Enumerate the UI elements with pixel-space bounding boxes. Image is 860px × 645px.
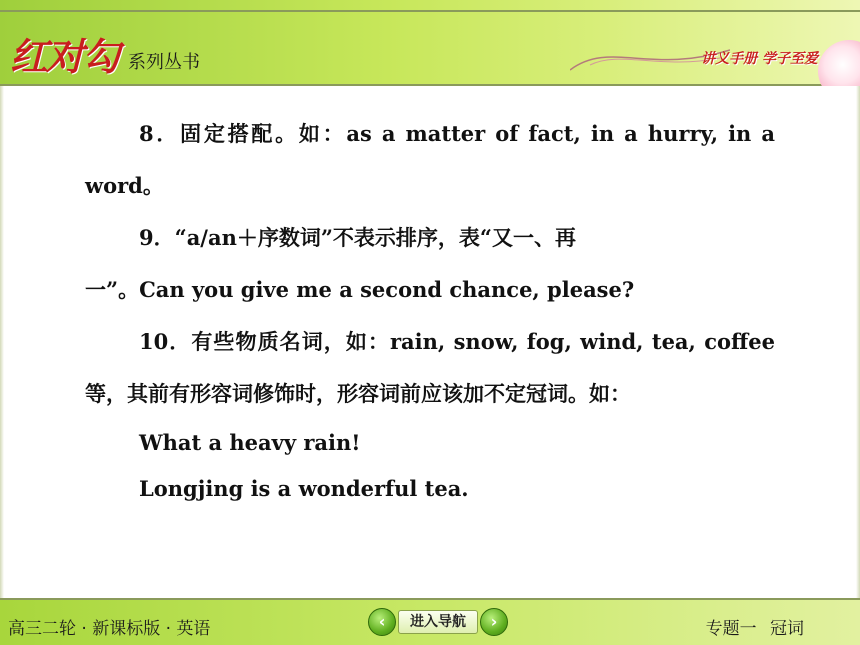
slide-header	[0, 0, 860, 86]
brand-logo	[10, 26, 119, 79]
header-top-stripe	[0, 10, 860, 12]
enter-navigation-button[interactable]: 进入导航	[398, 610, 478, 634]
paragraph-9-line1: 9．“a/an＋序数词”不表示排序，表“又一、再	[139, 225, 576, 250]
example-sentence-2: Longjing is a wonderful tea.	[139, 476, 469, 501]
series-title: 系列丛书	[128, 52, 200, 73]
topic-label: 专题一 冠词	[705, 619, 804, 639]
example-sentence-1: What a heavy rain!	[139, 430, 361, 455]
course-label: 高三二轮 · 新课标版 · 英语	[8, 619, 211, 639]
slogan-text: 讲义手册 学子至爱	[701, 51, 818, 67]
arrow-right-icon[interactable]: ›	[480, 608, 508, 636]
header-bottom-stripe	[0, 84, 860, 86]
paragraph-9-line2: 一”。Can you give me a second chance, please?	[85, 277, 635, 302]
left-frame	[0, 86, 4, 598]
flower-decoration-icon	[818, 40, 860, 86]
arrow-left-icon[interactable]: ‹	[368, 608, 396, 636]
navigation-control	[368, 608, 508, 636]
right-frame	[856, 86, 860, 598]
logo-text: 红对勾	[10, 34, 119, 79]
slide-content	[85, 108, 796, 512]
paragraph-8: 8．固定搭配。如：as a matter of fact, in a hurry, in a word。	[85, 121, 775, 198]
paragraph-10: 10．有些物质名词，如：rain, snow, fog, wind, tea, coffee 等，其前有形容词修饰时，形容词前应该加不定冠词。如：	[85, 329, 796, 406]
